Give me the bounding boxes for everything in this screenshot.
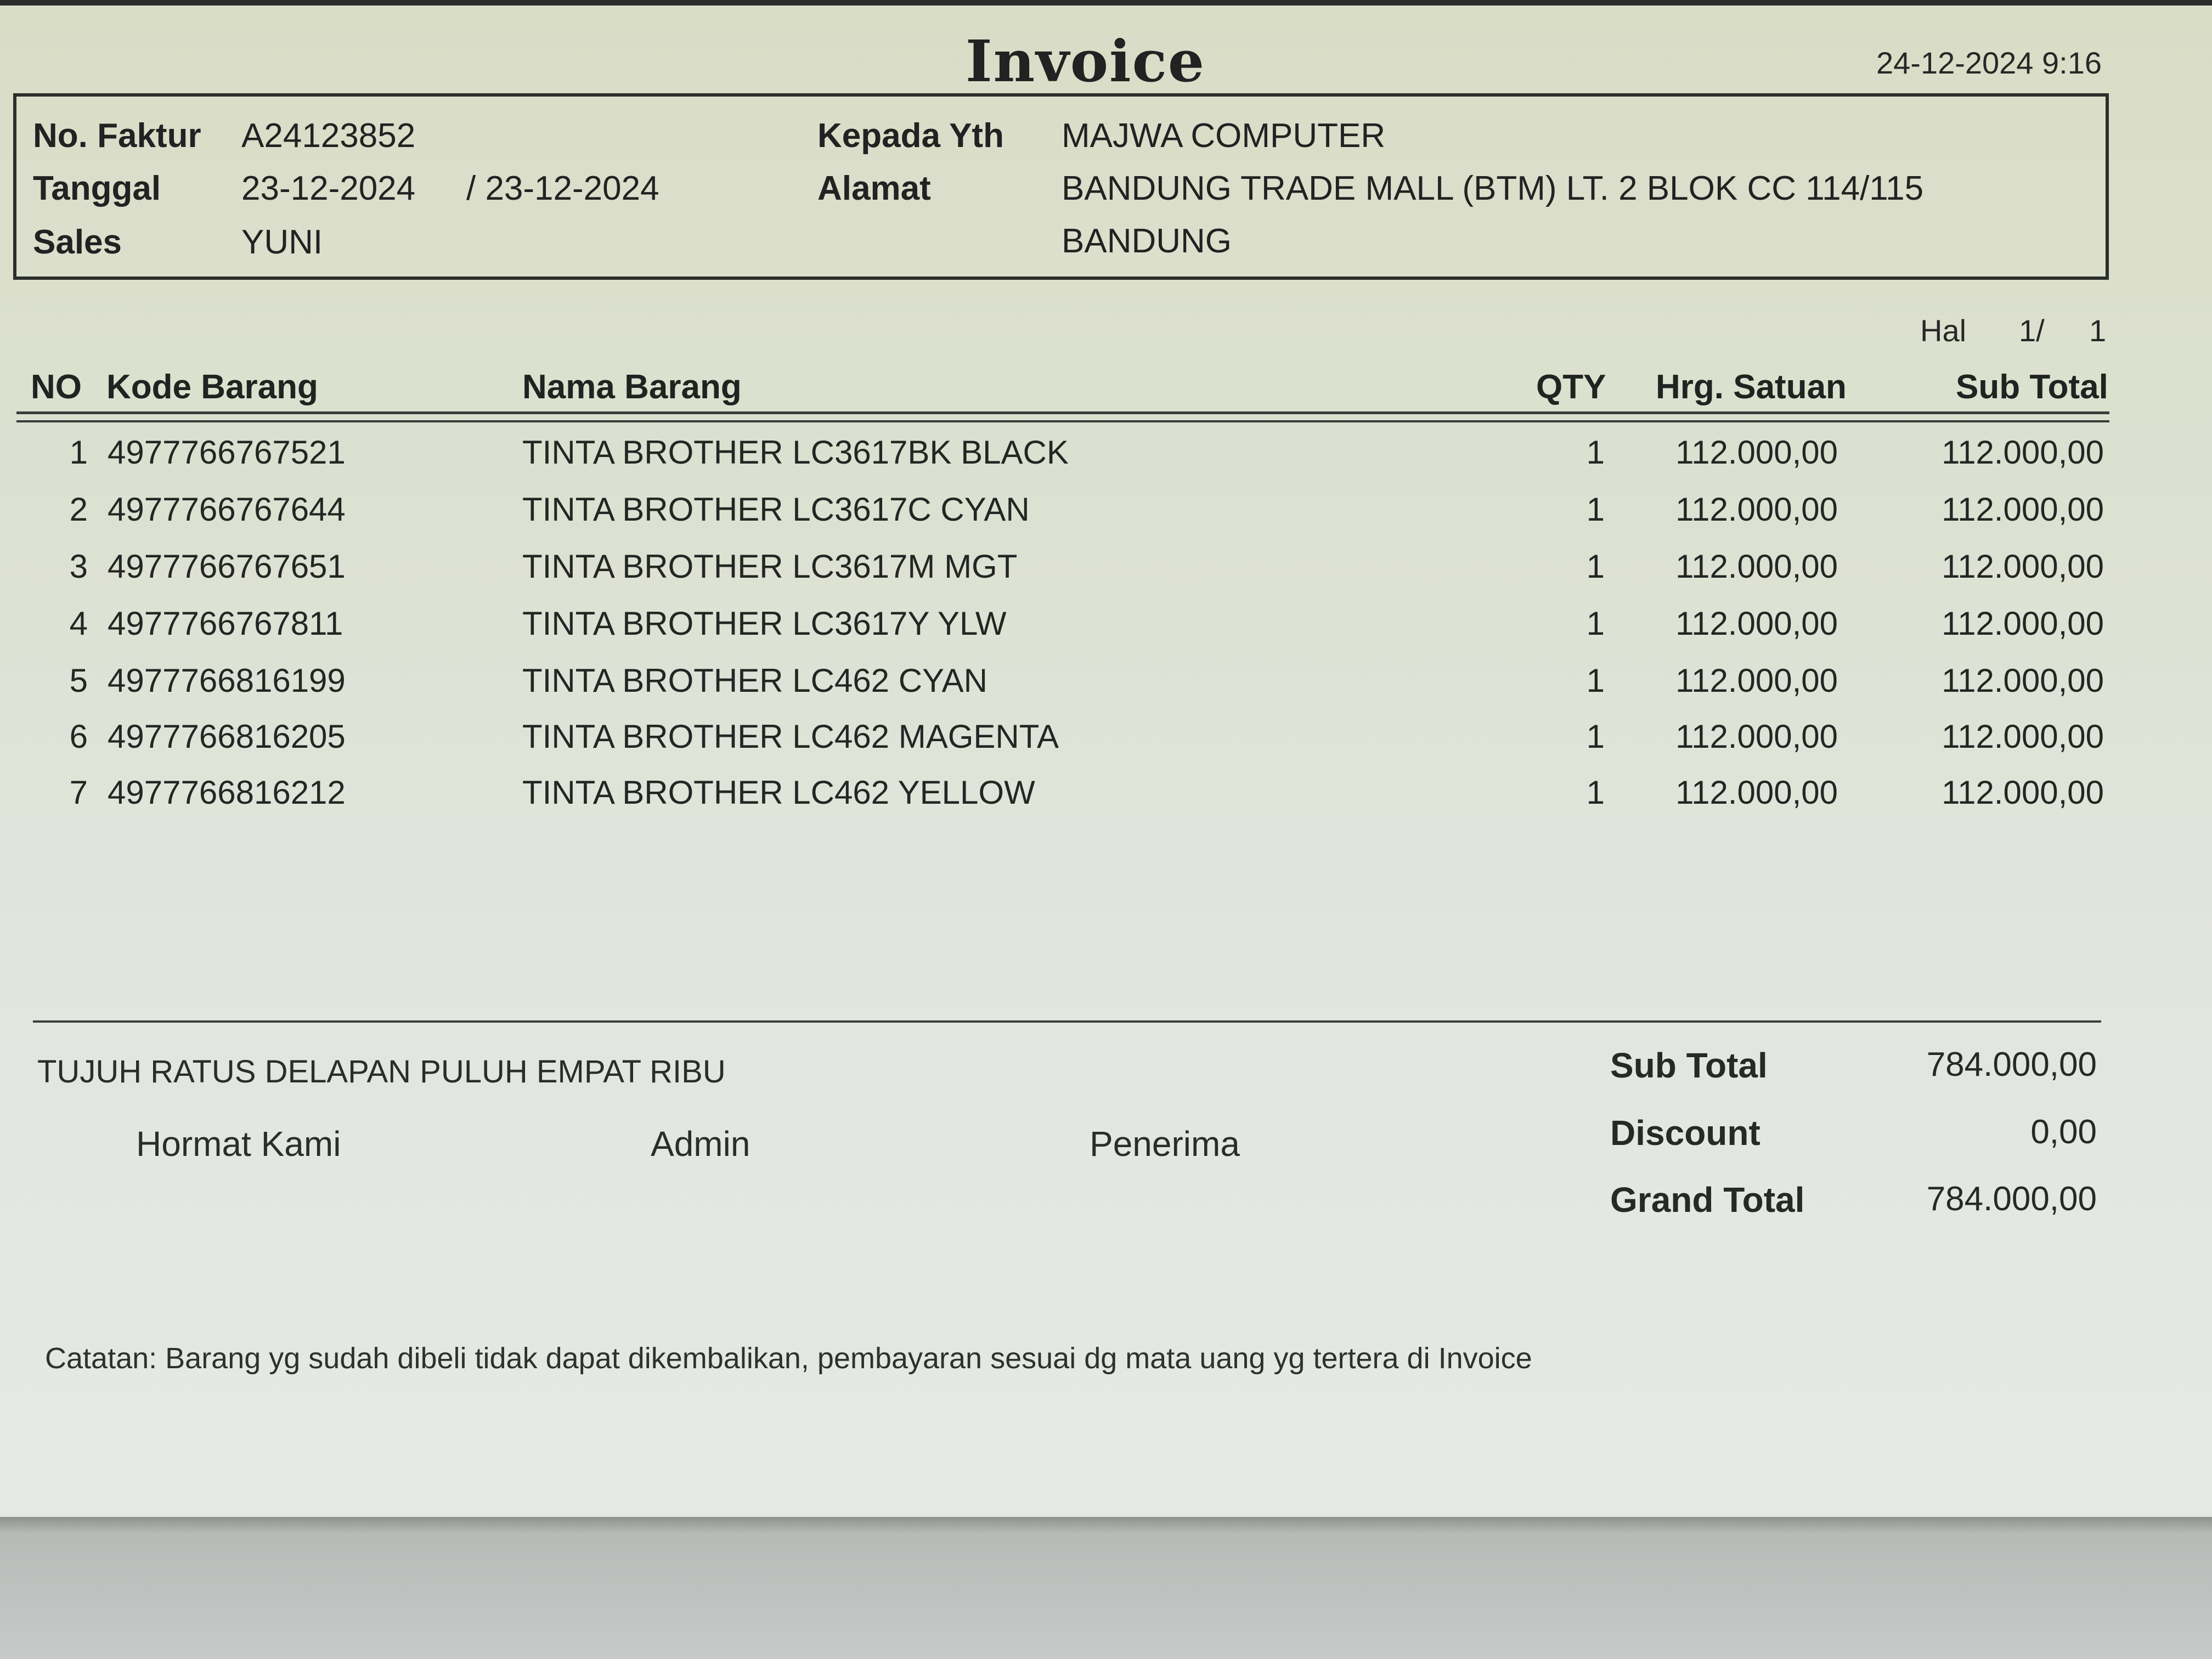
row-qty: 1 — [1586, 605, 1605, 642]
row-subtotal: 112.000,00 — [1942, 548, 2104, 585]
invoice-title: Invoice — [966, 27, 1206, 95]
alamat-label: Alamat — [817, 170, 931, 207]
row-kode: 4977766816205 — [108, 718, 346, 755]
tanggal-due-value: / 23-12-2024 — [466, 170, 659, 207]
discount-label: Discount — [1610, 1113, 1760, 1153]
table-row — [0, 490, 2212, 545]
row-no: 3 — [69, 548, 88, 585]
row-subtotal: 112.000,00 — [1942, 774, 2104, 811]
subtotal-label: Sub Total — [1610, 1046, 1768, 1085]
row-qty: 1 — [1586, 491, 1605, 528]
monitor-bottom-bezel — [0, 1517, 2212, 1659]
subtotal-value: 784.000,00 — [1926, 1046, 2097, 1084]
page-total: 1 — [2089, 313, 2107, 348]
row-subtotal: 112.000,00 — [1942, 434, 2104, 471]
signature-admin: Admin — [651, 1124, 751, 1164]
alamat-line1: BANDUNG TRADE MALL (BTM) LT. 2 BLOK CC 114/115 — [1062, 170, 1924, 207]
row-nama: TINTA BROTHER LC462 CYAN — [522, 662, 988, 699]
row-nama: TINTA BROTHER LC3617BK BLACK — [522, 434, 1069, 471]
row-nama: TINTA BROTHER LC3617C CYAN — [522, 491, 1030, 528]
col-header-subtotal: Sub Total — [1956, 368, 2108, 406]
col-header-no: NO — [31, 368, 82, 406]
row-qty: 1 — [1586, 548, 1605, 585]
row-no: 1 — [69, 434, 88, 471]
kepada-value: MAJWA COMPUTER — [1062, 117, 1386, 155]
row-kode: 4977766767644 — [108, 491, 346, 528]
grand-total-label: Grand Total — [1610, 1180, 1805, 1220]
alamat-line2: BANDUNG — [1062, 222, 1232, 260]
invoice-page — [0, 5, 2212, 1517]
page-current: 1/ — [2019, 313, 2045, 348]
row-subtotal: 112.000,00 — [1942, 491, 2104, 528]
row-qty: 1 — [1586, 662, 1605, 699]
row-qty: 1 — [1586, 774, 1605, 811]
footer-rule — [33, 1020, 2101, 1023]
row-harga: 112.000,00 — [1675, 718, 1838, 755]
table-row — [0, 433, 2212, 488]
row-harga: 112.000,00 — [1675, 434, 1838, 471]
signature-hormat-kami: Hormat Kami — [136, 1124, 341, 1164]
tanggal-value: 23-12-2024 — [241, 170, 416, 207]
col-header-nama: Nama Barang — [522, 368, 742, 406]
row-subtotal: 112.000,00 — [1942, 605, 2104, 642]
row-kode: 4977766816199 — [108, 662, 346, 699]
row-no: 7 — [69, 774, 88, 811]
row-subtotal: 112.000,00 — [1942, 718, 2104, 755]
row-harga: 112.000,00 — [1675, 662, 1838, 699]
row-subtotal: 112.000,00 — [1942, 662, 2104, 699]
row-nama: TINTA BROTHER LC462 MAGENTA — [522, 718, 1059, 755]
kepada-label: Kepada Yth — [817, 117, 1004, 155]
sales-label: Sales — [33, 223, 122, 261]
invoice-header-box — [13, 93, 2109, 280]
signature-penerima: Penerima — [1090, 1124, 1240, 1164]
table-row — [0, 774, 2212, 828]
table-row — [0, 662, 2212, 716]
header-rule-top — [16, 411, 2109, 414]
no-faktur-value: A24123852 — [241, 117, 416, 155]
printed-timestamp: 24-12-2024 9:16 — [1876, 46, 2102, 80]
row-harga: 112.000,00 — [1675, 548, 1838, 585]
row-kode: 4977766816212 — [108, 774, 346, 811]
header-rule-bottom — [16, 420, 2109, 422]
table-row — [0, 548, 2212, 602]
row-qty: 1 — [1586, 718, 1605, 755]
row-nama: TINTA BROTHER LC3617Y YLW — [522, 605, 1007, 642]
row-nama: TINTA BROTHER LC462 YELLOW — [522, 774, 1035, 811]
tanggal-label: Tanggal — [33, 170, 161, 207]
row-no: 6 — [69, 718, 88, 755]
row-kode: 4977766767521 — [108, 434, 346, 471]
col-header-qty: QTY — [1536, 368, 1606, 406]
page-label: Hal — [1920, 313, 1967, 348]
table-row — [0, 605, 2212, 659]
table-row — [0, 718, 2212, 772]
invoice-note: Catatan: Barang yg sudah dibeli tidak dapat dikembalikan, pembayaran sesuai dg mata uang yg tertera di Invoice — [45, 1342, 1532, 1375]
row-qty: 1 — [1586, 434, 1605, 471]
row-no: 2 — [69, 491, 88, 528]
grand-total-value: 784.000,00 — [1926, 1180, 2097, 1218]
no-faktur-label: No. Faktur — [33, 117, 201, 155]
row-nama: TINTA BROTHER LC3617M MGT — [522, 548, 1018, 585]
row-harga: 112.000,00 — [1675, 491, 1838, 528]
col-header-harga: Hrg. Satuan — [1656, 368, 1847, 406]
sales-value: YUNI — [241, 223, 323, 261]
row-kode: 4977766767811 — [108, 605, 343, 642]
row-no: 4 — [69, 605, 88, 642]
row-harga: 112.000,00 — [1675, 605, 1838, 642]
col-header-kode: Kode Barang — [106, 368, 318, 406]
monitor-top-bezel — [0, 0, 2212, 5]
row-no: 5 — [69, 662, 88, 699]
row-kode: 4977766767651 — [108, 548, 346, 585]
amount-in-words: TUJUH RATUS DELAPAN PULUH EMPAT RIBU — [37, 1054, 726, 1090]
row-harga: 112.000,00 — [1675, 774, 1838, 811]
discount-value: 0,00 — [2030, 1113, 2097, 1151]
